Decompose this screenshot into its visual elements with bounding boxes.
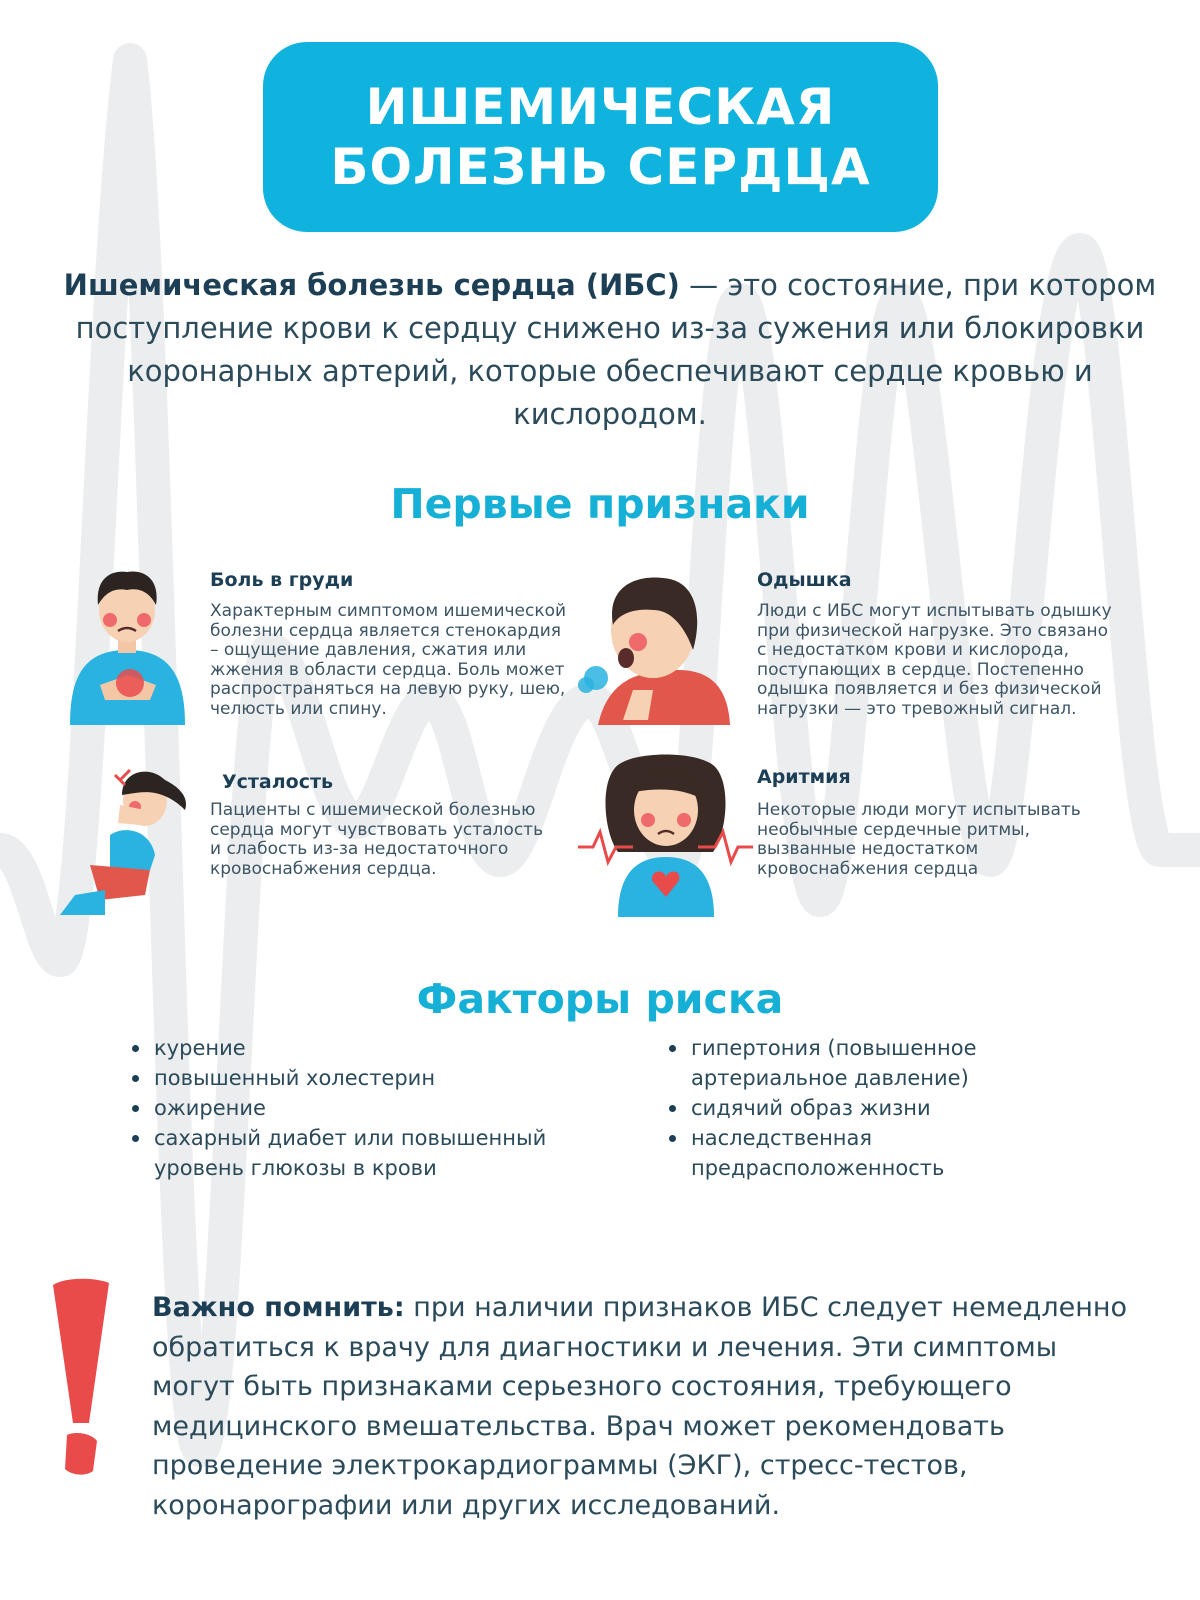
symptom-title-arrhythmia: Аритмия — [757, 766, 851, 788]
list-item: наследственная предрасположенность — [663, 1123, 1023, 1183]
risk-list-right — [663, 1033, 1023, 1183]
list-item: курение — [126, 1033, 596, 1063]
list-item: сахарный диабет или повышенный уровень глюкозы в крови — [126, 1123, 596, 1183]
list-item: сидячий образ жизни — [663, 1093, 1023, 1123]
risks-title: Факторы риска — [416, 975, 784, 1023]
symptom-text-fatigue: Пациенты с ишемической болезнью сердца могут чувствовать усталость и слабость из-за недостаточного кровоснабжения сердца. — [210, 800, 544, 879]
tired-person-icon — [50, 755, 200, 920]
symptom-title-chest-pain: Боль в груди — [210, 569, 354, 591]
intro-text: — это состояние, при котором поступление крови к сердцу снижено из-за сужения или блокировки коронарных артерий, которые обеспечивают сердце кровью и кислородом. — [75, 268, 1157, 431]
symptoms-title: Первые признаки — [390, 480, 810, 528]
page-title-line-2: БОЛЕЗНЬ СЕРДЦА — [330, 138, 871, 196]
intro-term: Ишемическая болезнь сердца (ИБС) — [63, 268, 680, 302]
page-title-line-1: ИШЕМИЧЕСКАЯ — [365, 78, 836, 136]
important-text: при наличии признаков ИБС следует немедленно обратиться к врачу для диагностики и лечения. Эти симптомы могут быть признаками серьезного состояния, требующего медицинского вмешательства. Врач может рекомендовать проведение электрокардиограммы (ЭКГ), стресс-тестов, коронарографии или других исследований. — [152, 1292, 1128, 1521]
exclamation-icon — [45, 1275, 115, 1485]
symptom-title-shortness-of-breath: Одышка — [757, 569, 852, 591]
important-label: Важно помнить: — [152, 1292, 405, 1323]
risk-list-left — [126, 1033, 596, 1183]
symptom-title-fatigue: Усталость — [222, 771, 334, 793]
intro-paragraph — [60, 264, 1160, 436]
symptom-text-arrhythmia: Некоторые люди могут испытывать необычные сердечные ритмы, вызванные недостатком кровоснабжения сердца — [757, 800, 1081, 879]
arrhythmia-person-icon — [578, 752, 753, 922]
shortness-of-breath-person-icon — [578, 570, 738, 725]
symptom-text-chest-pain: Характерным симптомом ишемической болезни сердца является стенокардия – ощущение давления, сжатия или жжения в области сердца. Боль может распространяться на левую руку, шею, челюсть или спину. — [210, 601, 567, 719]
list-item: ожирение — [126, 1093, 596, 1123]
symptom-text-shortness-of-breath: Люди с ИБС могут испытывать одышку при физической нагрузке. Это связано с недостатком крови и кислорода, поступающих в сердце. Постепенно одышка появляется и без физической нагрузки — это тревожный сигнал. — [757, 601, 1112, 719]
important-note — [152, 1288, 1142, 1525]
chest-pain-person-icon — [60, 565, 195, 730]
list-item: гипертония (повышенное артериальное давление) — [663, 1033, 1023, 1093]
title-banner — [263, 42, 938, 232]
list-item: повышенный холестерин — [126, 1063, 596, 1093]
